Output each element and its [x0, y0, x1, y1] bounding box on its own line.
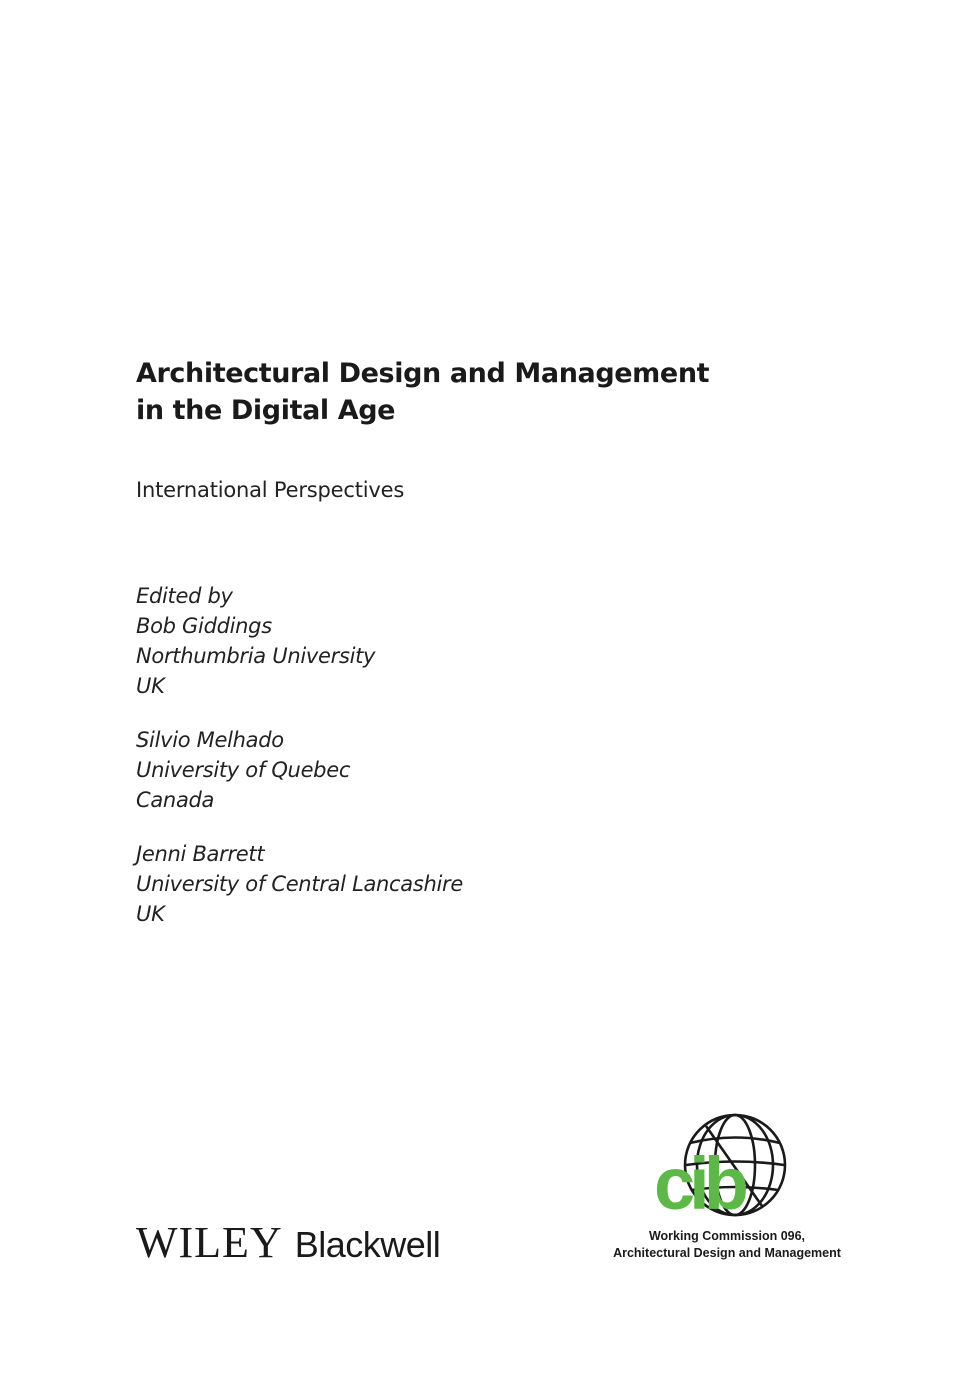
- cib-caption-line-1: Working Commission 096,: [648, 1229, 806, 1243]
- publisher-logo: [136, 1220, 440, 1268]
- cib-globe-logo-icon: [650, 1110, 806, 1220]
- cib-logo-text: cib: [654, 1142, 743, 1220]
- cib-logo-block: [596, 1110, 858, 1270]
- cib-caption-line-2: Architectural Design and Management: [613, 1246, 841, 1260]
- book-title-line-1: Architectural Design and Management: [136, 358, 710, 389]
- editor-name: Jenni Barrett: [136, 842, 265, 866]
- editor-group-1: [136, 581, 463, 701]
- cib-caption: [596, 1228, 858, 1262]
- edited-by-label: Edited by: [136, 584, 233, 608]
- editor-institution: Northumbria University: [136, 644, 376, 668]
- editor-country: UK: [136, 902, 165, 926]
- book-title: [136, 355, 709, 429]
- book-subtitle: International Perspectives: [136, 478, 405, 502]
- editor-group-2: [136, 725, 463, 815]
- editor-country: UK: [136, 674, 165, 698]
- editor-institution: University of Central Lancashire: [136, 872, 463, 896]
- editor-name: Bob Giddings: [136, 614, 272, 638]
- publisher-name-blackwell: Blackwell: [294, 1224, 441, 1265]
- editor-country: Canada: [136, 788, 215, 812]
- editor-name: Silvio Melhado: [136, 728, 284, 752]
- book-title-line-2: in the Digital Age: [136, 395, 396, 426]
- editor-institution: University of Quebec: [136, 758, 351, 782]
- publisher-name-wiley: WILEY: [136, 1218, 283, 1267]
- editor-group-3: [136, 839, 463, 929]
- editors-section: [136, 581, 463, 929]
